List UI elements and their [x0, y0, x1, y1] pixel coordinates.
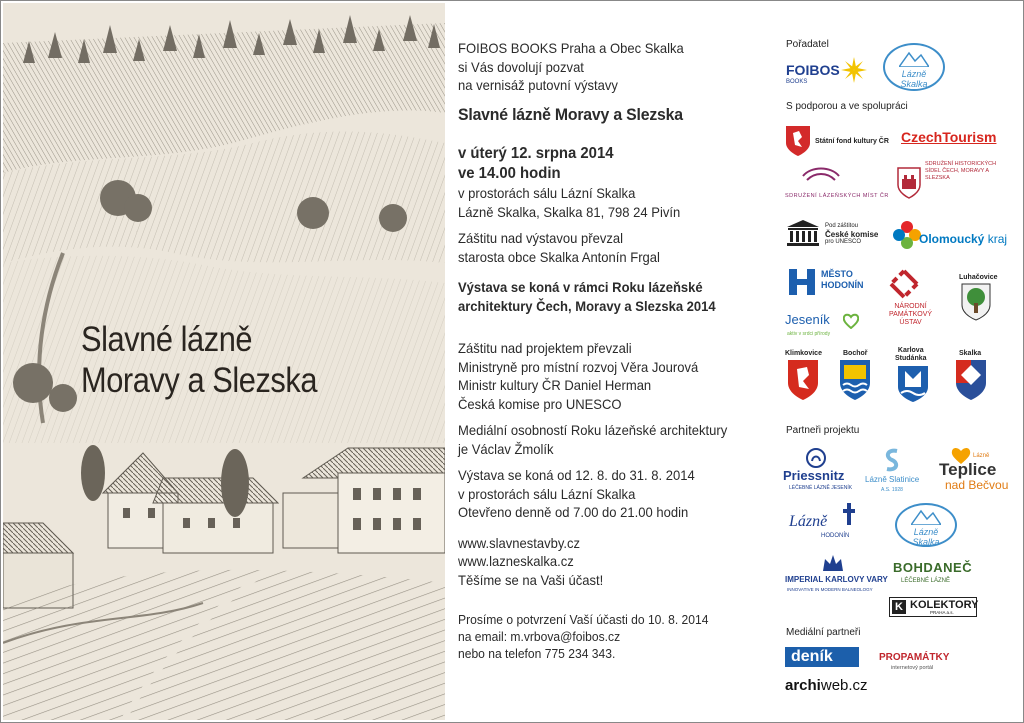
unesco-temple-icon [785, 219, 821, 247]
npu-diamond-icon [889, 269, 919, 299]
project-patronage-line: Záštitu nad projektem převzali [458, 340, 632, 356]
bochor-shield-icon [839, 359, 871, 401]
project-patronage-line: Ministr kultury ČR Daniel Herman [458, 377, 652, 393]
slatinice-logo: Lázně Slatinice [865, 475, 920, 484]
venue-line: v prostorách sálu Lázní Skalka [458, 185, 636, 201]
artwork-title [81, 319, 317, 401]
engraving-illustration [3, 3, 445, 720]
event-date: v úterý 12. srpna 2014 [458, 145, 614, 162]
luhacovice-label: Luhačovice [959, 274, 998, 281]
patronage-line: starosta obce Skalka Antonín Frgal [458, 248, 660, 265]
karlova-studanka-label: Karlova Studánka [895, 347, 927, 362]
year-note-line: Výstava se koná v rámci Roku lázeňské [458, 279, 703, 295]
lazne-skalka-partner-logo: Lázně Skalka [895, 503, 957, 547]
duration-line: Otevřeno denně od 7.00 do 21.00 hodin [458, 504, 689, 520]
sun-icon [841, 57, 867, 83]
project-patronage-line: Česká komise pro UNESCO [458, 395, 622, 412]
year-note-line: architektury Čech, Moravy a Slezska 2014 [458, 297, 716, 314]
intro-line: na vernisáž putovní výstavy [458, 77, 618, 93]
klimkovice-label: Klimkovice [785, 350, 822, 357]
lazne-skalka-logo: Lázně Skalka [883, 43, 945, 91]
denik-logo: deník [785, 647, 859, 667]
archiweb-logo: archiweb.cz [785, 677, 868, 694]
czech-lion-shield-icon [785, 125, 811, 157]
jesenik-logo: Jeseník [785, 312, 830, 327]
rsvp-line: na email: m.vrbova@foibos.cz [458, 629, 621, 644]
sfk-logo: Státní fond kultury ČR [815, 138, 889, 145]
bochor-label: Bochoř [843, 350, 868, 357]
spa-association-icon [801, 164, 841, 186]
artwork-title-line2: Moravy a Slezska [81, 361, 318, 400]
media-person-line: je Václav Žmolík [458, 440, 554, 457]
teplice-logo: Teplice [939, 460, 997, 479]
project-patronage-line: Ministryně pro místní rozvoj Věra Jourová [458, 358, 699, 375]
propamatky-logo: PROPAMÁTKY [879, 652, 950, 663]
imperial-tagline: INNOVATIVE IN MODERN BALNEOLOGY [787, 587, 873, 592]
closing-line: Těšíme se na Vaši účast! [458, 571, 604, 588]
intro-line: FOIBOS BOOKS Praha a Obec Skalka [458, 40, 684, 56]
duration-line: Výstava se koná od 12. 8. do 31. 8. 2014 [458, 467, 695, 483]
intro-line: si Vás dovolují pozvat [458, 58, 584, 75]
lazne-hodonin-logo: Lázně [789, 513, 828, 530]
bohdanec-tagline: LÉČEBNÉ LÁZNĚ [901, 578, 951, 584]
jesenik-tagline: aktiv v srdci přírody [787, 331, 831, 337]
rsvp-line: nebo na telefon 775 234 343. [458, 646, 616, 661]
organizer-label: Pořadatel [786, 39, 829, 50]
czechtourism-logo: CzechTourism [901, 129, 997, 145]
klimkovice-shield-icon [787, 359, 819, 401]
mountain-icon [899, 51, 929, 67]
lazne-hodonin-subtitle: HODONÍN [821, 533, 850, 539]
mountain-icon [911, 509, 941, 525]
bohdanec-logo: BOHDANEČ [893, 560, 973, 575]
slatinice-tagline: A.S. 1928 [881, 487, 903, 493]
patronage-line: Záštitu nad výstavou převzal [458, 230, 624, 246]
exhibition-title: Slavné lázně Moravy a Slezska [458, 104, 683, 124]
priessnitz-logo: Priessnitz [783, 468, 845, 483]
luhacovice-shield-icon [961, 283, 991, 321]
rsvp-line: Prosíme o potvrzení Vaší účasti do 10. 8. 2014 [458, 612, 709, 627]
teplice-subtitle: nad Bečvou [945, 478, 1009, 492]
historic-town-shield-icon [897, 167, 921, 199]
olomoucky-flower-icon [893, 221, 921, 249]
website-link[interactable]: www.lazneskalka.cz [458, 553, 574, 569]
npu-logo: NÁRODNÍ PAMÁTKOVÝ ÚSTAV [889, 303, 933, 326]
priessnitz-emblem-icon [805, 447, 827, 469]
jesenik-heart-icon [843, 313, 859, 329]
website-link[interactable]: www.slavnestavby.cz [458, 534, 581, 551]
spa-association-logo: SDRUŽENÍ LÁZEŇSKÝCH MÍST ČR [785, 193, 889, 199]
foibos-logo: FOIBOS BOOKS [786, 62, 840, 85]
partners-label: Partneři projektu [786, 425, 860, 436]
karlova-studanka-shield-icon [897, 365, 929, 403]
imperial-crown-icon [821, 553, 845, 573]
slatinice-s-icon [877, 447, 907, 473]
olomoucky-kraj-logo: Olomoucký kraj [919, 232, 1008, 246]
hodonin-logo: MĚSTO HODONÍN [821, 269, 864, 290]
skalka-shield-icon [955, 359, 987, 401]
media-label: Mediální partneři [786, 627, 861, 638]
skalka-label: Skalka [959, 350, 982, 357]
kolektory-k-icon: K [892, 600, 906, 614]
lazne-hodonin-tower-icon [839, 501, 859, 527]
artwork-title-line1: Slavné lázně [81, 320, 253, 359]
unesco-logo: Pod záštitou České komise pro UNESCO [825, 223, 879, 245]
priessnitz-tagline: LÉČEBNÉ LÁZNĚ JESENÍK [789, 485, 853, 491]
support-label: S podporou a ve spolupráci [786, 101, 908, 112]
imperial-logo: IMPERIAL KARLOVY VARY [785, 575, 888, 584]
kolektory-logo: K KOLEKTORY PRAHA a.s. [889, 597, 977, 617]
teplice-prefix: Lázně [973, 453, 990, 459]
partners-column [781, 1, 1021, 722]
historic-towns-logo: SDRUŽENÍ HISTORICKÝCH SÍDEL ČECH, MORAVY A SLEZSKA [925, 161, 997, 181]
duration-line: v prostorách sálu Lázní Skalka [458, 485, 636, 502]
media-person-line: Mediální osobností Roku lázeňské architektury [458, 422, 728, 438]
venue-line: Lázně Skalka, Skalka 81, 798 24 Pivín [458, 203, 681, 220]
propamatky-tagline: internetový portál [891, 665, 934, 671]
event-time: ve 14.00 hodin [458, 165, 561, 182]
hodonin-h-icon [785, 267, 819, 297]
invitation-text [458, 39, 778, 662]
